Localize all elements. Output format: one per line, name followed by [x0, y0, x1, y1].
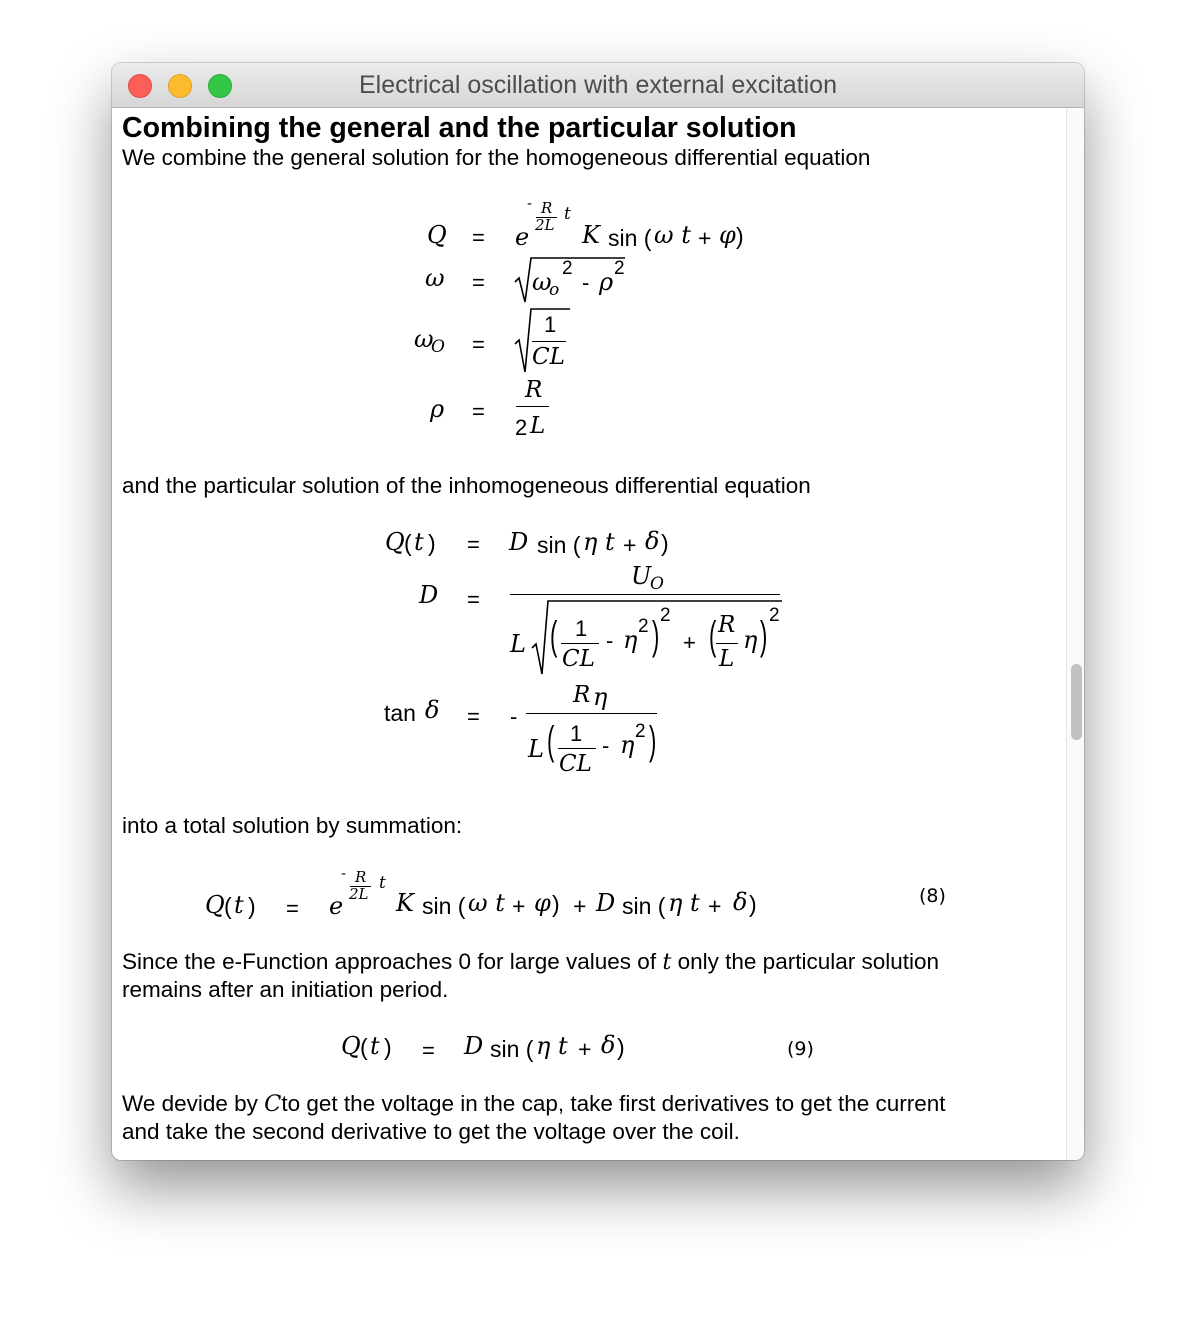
math-text: 2: [660, 605, 671, 626]
math-text: Q: [205, 891, 225, 919]
math-text: η t: [583, 528, 615, 556]
math-text: e: [329, 892, 344, 920]
math-text: δ: [425, 696, 440, 724]
math-text: K: [396, 889, 414, 917]
window-title: Electrical oscillation with external excitation: [359, 71, 837, 99]
math-text: t: [414, 528, 424, 556]
text-run: only the particular solution: [671, 949, 940, 974]
math-text: =: [467, 704, 480, 729]
math-text: sin (: [537, 532, 581, 558]
math-text: =: [472, 225, 485, 250]
math-text: =: [422, 1038, 435, 1063]
math-text: D: [509, 528, 529, 556]
math-text: D: [596, 889, 616, 917]
fraction-bar: [561, 643, 599, 644]
equation-number: (8): [919, 885, 946, 907]
math-text: δ: [733, 888, 748, 916]
math-text: CL: [532, 344, 565, 370]
total-paragraph: into a total solution by summation:: [122, 813, 463, 838]
math-text: R: [573, 682, 591, 708]
text-run: to get the voltage in the cap, take first derivatives to get the current: [281, 1091, 946, 1116]
math-text: L: [528, 735, 544, 763]
fraction-bar: [558, 748, 596, 749]
math-text: ω: [414, 325, 434, 353]
particular-paragraph: and the particular solution of the inhomogeneous differential equation: [122, 473, 811, 498]
math-text: D: [419, 581, 439, 609]
math-text: -: [510, 704, 518, 729]
fraction-bar: [716, 643, 738, 644]
document-content: [112, 108, 1067, 1160]
math-text: -: [582, 270, 590, 295]
math-variable: C: [264, 1091, 282, 1117]
title-bar[interactable]: [112, 63, 1084, 108]
math-text: +: [683, 630, 696, 655]
math-text: t: [379, 873, 386, 893]
math-text: tan: [384, 700, 416, 726]
math-text: =: [467, 532, 480, 557]
math-text: L: [510, 630, 526, 658]
math-text: sin (: [490, 1036, 534, 1062]
math-text: η t: [668, 889, 700, 917]
fraction-bar: [526, 713, 657, 714]
math-text: δ: [601, 1031, 616, 1059]
math-text: 1: [570, 721, 583, 746]
math-text: R: [525, 377, 543, 403]
math-text: +: [578, 1036, 592, 1062]
math-text: CL: [559, 751, 592, 777]
math-text: ): [617, 1034, 625, 1060]
text-run: We devide by: [122, 1091, 265, 1116]
math-text: ρ: [599, 268, 614, 296]
math-text: ): [749, 891, 757, 917]
math-text: =: [472, 399, 485, 424]
math-text: ): [248, 893, 256, 919]
math-text: δ: [645, 527, 660, 555]
math-text: ω t: [654, 221, 691, 249]
math-text: 2: [769, 605, 780, 626]
math-text: (: [546, 719, 555, 763]
math-text: Q: [341, 1032, 361, 1060]
math-text: ): [648, 719, 657, 763]
math-text: 2L: [349, 885, 369, 903]
math-text: η: [620, 731, 635, 759]
math-text: =: [467, 587, 480, 612]
math-variable: t: [662, 949, 672, 975]
math-text: 2: [635, 721, 646, 742]
math-text: sin (: [422, 893, 466, 919]
math-text: U: [631, 562, 652, 590]
math-text: Q: [427, 221, 447, 249]
math-text: sin (: [622, 893, 666, 919]
math-text: CL: [562, 646, 595, 672]
math-text: (: [360, 1034, 368, 1060]
fraction-bar: [510, 594, 780, 595]
math-text: η: [623, 626, 638, 654]
math-text: 1: [575, 616, 588, 641]
intro-paragraph: We combine the general solution for the homogeneous differential equation: [122, 145, 871, 170]
since-paragraph-line-1: [122, 948, 939, 976]
math-text: +: [623, 532, 637, 558]
math-text: 2L: [535, 216, 555, 234]
math-text: φ: [534, 889, 551, 917]
math-text: t: [370, 1032, 380, 1060]
math-text: +: [708, 893, 722, 919]
math-text: φ: [719, 221, 736, 249]
math-text: Q: [385, 528, 405, 556]
math-text: =: [286, 896, 299, 921]
math-text: e: [515, 223, 530, 251]
math-text: R: [718, 612, 736, 638]
math-text: -: [602, 733, 610, 758]
math-text: D: [464, 1032, 484, 1060]
math-text: (: [404, 530, 412, 556]
math-text: ): [428, 530, 436, 556]
math-text: ): [651, 614, 660, 658]
math-text: ): [736, 223, 744, 249]
divide-paragraph-line-2: and take the second derivative to get the voltage over the coil.: [122, 1119, 740, 1144]
equation-number: (9): [787, 1038, 814, 1060]
since-paragraph-line-2: remains after an initiation period.: [122, 977, 449, 1002]
math-text: +: [512, 893, 526, 919]
math-text: ω: [532, 268, 552, 296]
divide-paragraph-line-1: [122, 1090, 946, 1118]
fraction-bar: [532, 341, 566, 342]
math-text: R: [355, 868, 367, 886]
math-text: ): [552, 891, 560, 917]
math-text: t: [564, 204, 571, 224]
math-text: +: [698, 225, 712, 251]
math-text: -: [606, 628, 614, 653]
math-text: η: [593, 683, 608, 711]
math-text: 1: [544, 312, 557, 337]
section-heading: Combining the general and the particular solution: [122, 112, 797, 144]
math-text: =: [472, 332, 485, 357]
math-text: ω: [425, 264, 445, 292]
math-text: ): [661, 530, 669, 556]
math-text: (: [549, 614, 558, 658]
math-text: 2: [614, 258, 625, 279]
vertical-scrollbar[interactable]: [1066, 108, 1084, 1160]
math-text: ): [384, 1034, 392, 1060]
math-text: 2: [515, 415, 528, 440]
math-text: 2: [638, 616, 649, 637]
math-text: =: [472, 270, 485, 295]
app-window: [112, 63, 1084, 1160]
math-text: O: [650, 574, 664, 594]
math-text: +: [573, 893, 587, 919]
math-text: ): [759, 614, 768, 658]
math-text: K: [582, 221, 600, 249]
math-text: o: [549, 280, 560, 300]
math-text: 2: [562, 258, 573, 279]
math-text: -: [527, 194, 533, 212]
text-run: Since the e-Function approaches 0 for large values of: [122, 949, 663, 974]
math-text: η: [743, 626, 758, 654]
math-text: L: [530, 413, 546, 439]
math-text: η t: [536, 1032, 568, 1060]
math-text: ρ: [430, 395, 445, 423]
math-text: -: [341, 864, 347, 882]
fraction-bar: [516, 406, 549, 407]
math-text: t: [234, 891, 244, 919]
math-text: sin (: [608, 225, 652, 251]
math-text: R: [541, 199, 553, 217]
math-text: ω t: [468, 889, 505, 917]
scrollbar-thumb[interactable]: [1071, 664, 1082, 740]
math-text: (: [708, 614, 717, 658]
math-text: O: [431, 337, 445, 357]
math-text: (: [224, 893, 232, 919]
math-text: L: [719, 646, 735, 672]
